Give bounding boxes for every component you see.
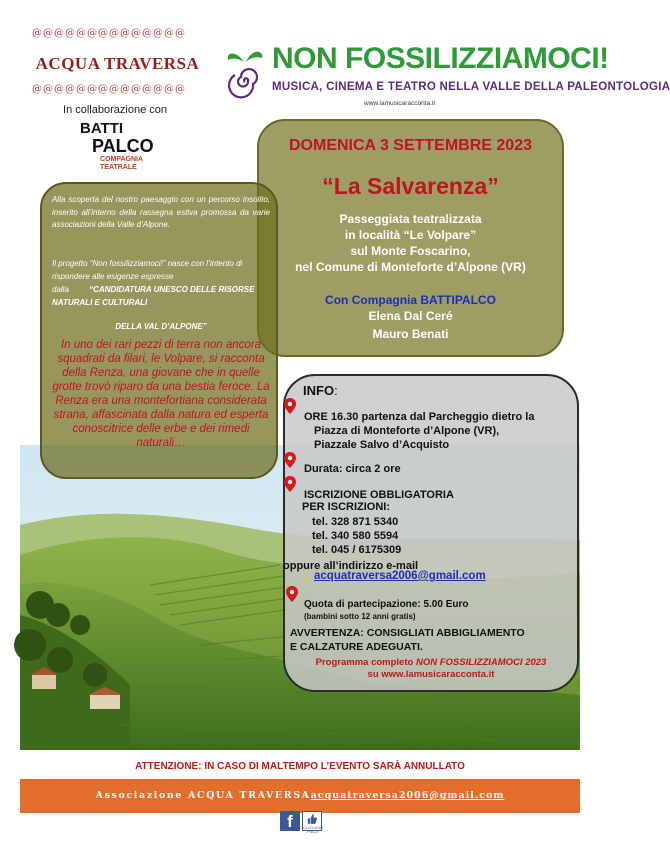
warning-line-1: AVVERTENZA: CONSIGLIATI ABBIGLIAMENTO	[290, 627, 525, 639]
program-line	[283, 657, 579, 668]
logo-line-1: BATTI	[80, 120, 124, 137]
ornament-top: @@@@@@@@@@@@@@	[32, 28, 186, 39]
event-desc-line-4: nel Comune di Monteforte d’Alpone (VR)	[295, 260, 526, 274]
thumbs-up-icon	[303, 812, 321, 826]
unesco-candidature-end: DELLA VAL D’ALPONE”	[115, 322, 207, 331]
unesco-candidature: “CANDIDATURA UNESCO DELLE RISORSE NATURALI E CULTURALI	[52, 285, 255, 307]
footer-email-link[interactable]: acquatraversa2006@gmail.com	[310, 790, 505, 801]
spiral-logo-icon	[222, 42, 268, 106]
collaboration-text: In collaborazione con	[63, 104, 167, 116]
fee-line: Quota di partecipazione: 5.00 Euro	[304, 599, 469, 610]
actor-2: Mauro Benati	[372, 327, 449, 341]
like-label: CLICCA MI PIACE	[302, 825, 323, 834]
facebook-icon[interactable]: f	[280, 811, 300, 831]
departure-line-2: Piazza di Monteforte d’Alpone (VR),	[314, 425, 500, 437]
info-heading-text: INFO	[303, 383, 335, 398]
event-title: “La Salvarenza”	[322, 173, 499, 199]
weather-warning: ATTENZIONE: IN CASO DI MALTEMPO L’EVENTO SARÀ ANNULLATO	[135, 761, 465, 772]
email-label: oppure all’indirizzo e-mail	[283, 560, 419, 572]
festival-title: NON FOSSILIZZIAMOCI!	[272, 42, 609, 75]
footer-association	[20, 790, 580, 801]
festival-url[interactable]: www.lamusicaracconta.it	[364, 100, 436, 107]
battipalco-logo	[80, 120, 154, 178]
warning-line-2: E CALZATURE ADEGUATI.	[290, 641, 423, 653]
event-desc-line-3: sul Monte Foscarino,	[350, 244, 471, 258]
fee-note: (bambini sotto 12 anni gratis)	[304, 612, 416, 621]
intro-bubble	[40, 182, 278, 479]
program-name: NON FOSSILIZZIAMOCI 2023	[415, 657, 547, 668]
duration-line: Durata: circa 2 ore	[304, 463, 401, 475]
program-prefix: Programma completo	[315, 657, 416, 668]
phone-1[interactable]: tel. 328 871 5340	[312, 516, 399, 528]
email-link[interactable]: acquatraversa2006@gmail.com	[314, 570, 486, 582]
event-desc-line-2: in località “Le Volpare”	[344, 228, 477, 242]
intro-paragraph-1: Alla scoperta del nostro paesaggio con un percorso insolito, inserito all’interno della rassegna estiva promossa da varie associazioni della Valle d’Alpone.	[52, 195, 270, 229]
info-heading-colon: :	[334, 383, 338, 398]
map-pin-icon	[284, 476, 296, 492]
departure-line-3: Piazzale Salvo d’Acquisto	[314, 439, 450, 451]
phone-2[interactable]: tel. 340 580 5594	[312, 530, 399, 542]
registration-line-2: PER ISCRIZIONI:	[302, 501, 391, 513]
association-name: ACQUA TRAVERSA	[35, 54, 200, 73]
event-bubble	[257, 119, 564, 357]
event-date: DOMENICA 3 SETTEMBRE 2023	[288, 137, 532, 154]
unesco-prefix: dalla	[52, 285, 69, 294]
registration-line-1: ISCRIZIONE OBBLIGATORIA	[304, 489, 454, 501]
map-pin-icon	[284, 452, 296, 468]
intro-paragraph-2: Il progetto “Non fossilizziamoci!” nasce con l’intento di rispondere alle esigenze espresse	[52, 259, 243, 281]
program-site[interactable]: su www.lamusicaracconta.it	[367, 669, 495, 680]
event-desc-line-1: Passeggiata teatralizzata	[339, 212, 482, 226]
story-text: In uno dei rari pezzi di terra non ancora squadrati da filari, le Volpare, si racconta della Renza, una giovane che in quelle grotte trovò riparo da una bestia feroce. La Renza era una montefortiana considerata strana, affascinata dalla natura ed esperta conoscitrice delle erbe e dei rimedi naturali…	[52, 339, 270, 449]
actor-1: Elena Dal Ceré	[368, 309, 453, 323]
departure-line-1: ORE 16.30 partenza dal Parcheggio dietro la	[304, 411, 535, 423]
logo-line-3: COMPAGNIA TEATRALE	[100, 156, 143, 171]
phone-3[interactable]: tel. 045 / 6175309	[312, 544, 402, 556]
logo-line-2: PALCO	[92, 136, 154, 156]
footer-association-name: Associazione ACQUA TRAVERSA	[95, 790, 311, 801]
ornament-bottom: @@@@@@@@@@@@@@	[32, 84, 186, 95]
festival-subtitle: MUSICA, CINEMA E TEATRO NELLA VALLE DELLA PALEONTOLOGIA	[272, 81, 670, 93]
info-heading	[303, 384, 338, 398]
company-line: Con Compagnia BATTIPALCO	[325, 293, 496, 307]
footer-band	[20, 779, 580, 813]
map-pin-icon	[286, 586, 298, 602]
intro-unesco-line	[52, 284, 270, 309]
map-pin-icon	[284, 398, 296, 414]
